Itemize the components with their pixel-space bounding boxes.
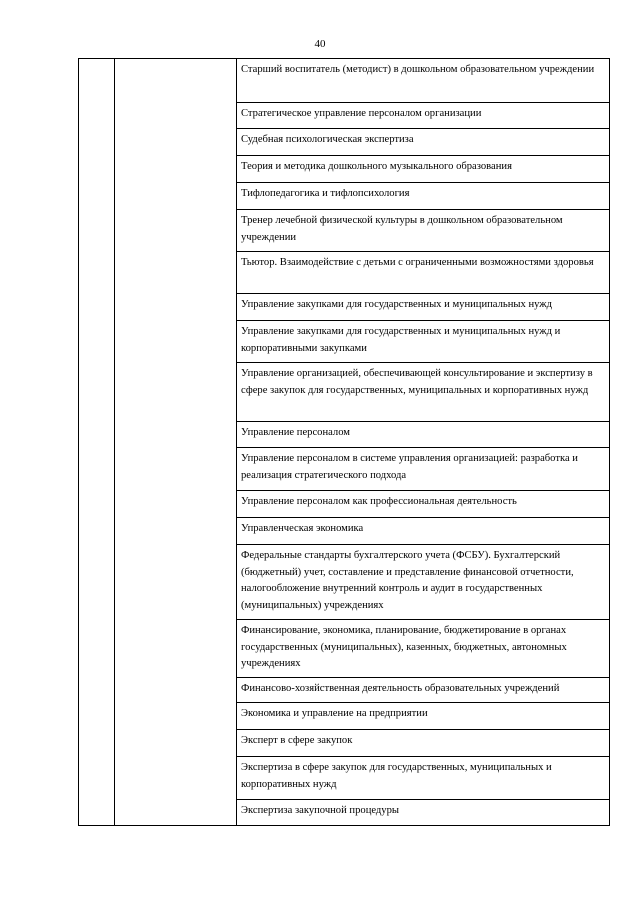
course-item: Тьютор. Взаимодействие с детьми с ограниченными возможностями здоровья [237, 252, 609, 294]
category-column-cell [115, 59, 237, 826]
course-item: Управление закупками для государственных и муниципальных нужд [237, 294, 609, 321]
course-item: Управление персоналом в системе управления организацией: разработка и реализация стратегического подхода [237, 448, 609, 491]
page-number: 40 [314, 38, 326, 50]
course-item: Тифлопедагогика и тифлопсихология [237, 183, 609, 210]
course-item: Управление закупками для государственных и муниципальных нужд и корпоративными закупками [237, 321, 609, 363]
course-item: Экономика и управление на предприятии [237, 703, 609, 730]
course-list [237, 59, 609, 825]
course-item: Федеральные стандарты бухгалтерского учета (ФСБУ). Бухгалтерский (бюджетный) учет, составление и представление финансовой отчетности, налогообложение внутренний контроль и аудит в государственных (муниципальных) учреждениях [237, 545, 609, 620]
course-item: Стратегическое управление персоналом организации [237, 103, 609, 129]
courses-table [78, 58, 610, 826]
course-item: Управление персоналом [237, 422, 609, 448]
course-item: Финансирование, экономика, планирование, бюджетирование в органах государственных (муниципальных), казенных, бюджетных, автономных учреждениях [237, 620, 609, 678]
course-item: Судебная психологическая экспертиза [237, 129, 609, 156]
number-column-cell [79, 59, 115, 826]
course-item: Финансово-хозяйственная деятельность образовательных учреждений [237, 678, 609, 703]
course-item: Экспертиза закупочной процедуры [241, 805, 400, 816]
course-item: Экспертиза в сфере закупок для государственных, муниципальных и корпоративных нужд [237, 757, 609, 800]
course-item: Теория и методика дошкольного музыкального образования [237, 156, 609, 183]
course-item: Управление персоналом как профессиональная деятельность [237, 491, 609, 518]
course-list-cell [237, 59, 610, 826]
course-item: Управление организацией, обеспечивающей консультирование и экспертизу в сфере закупок для государственных, муниципальных и корпоративных нужд [237, 363, 609, 422]
course-item: Тренер лечебной физической культуры в дошкольном образовательном учреждении [237, 210, 609, 252]
course-item: Старший воспитатель (методист) в дошкольном образовательном учреждении [237, 59, 609, 103]
table-row [79, 59, 610, 826]
course-item: Эксперт в сфере закупок [237, 730, 609, 757]
course-item: Управленческая экономика [237, 518, 609, 545]
